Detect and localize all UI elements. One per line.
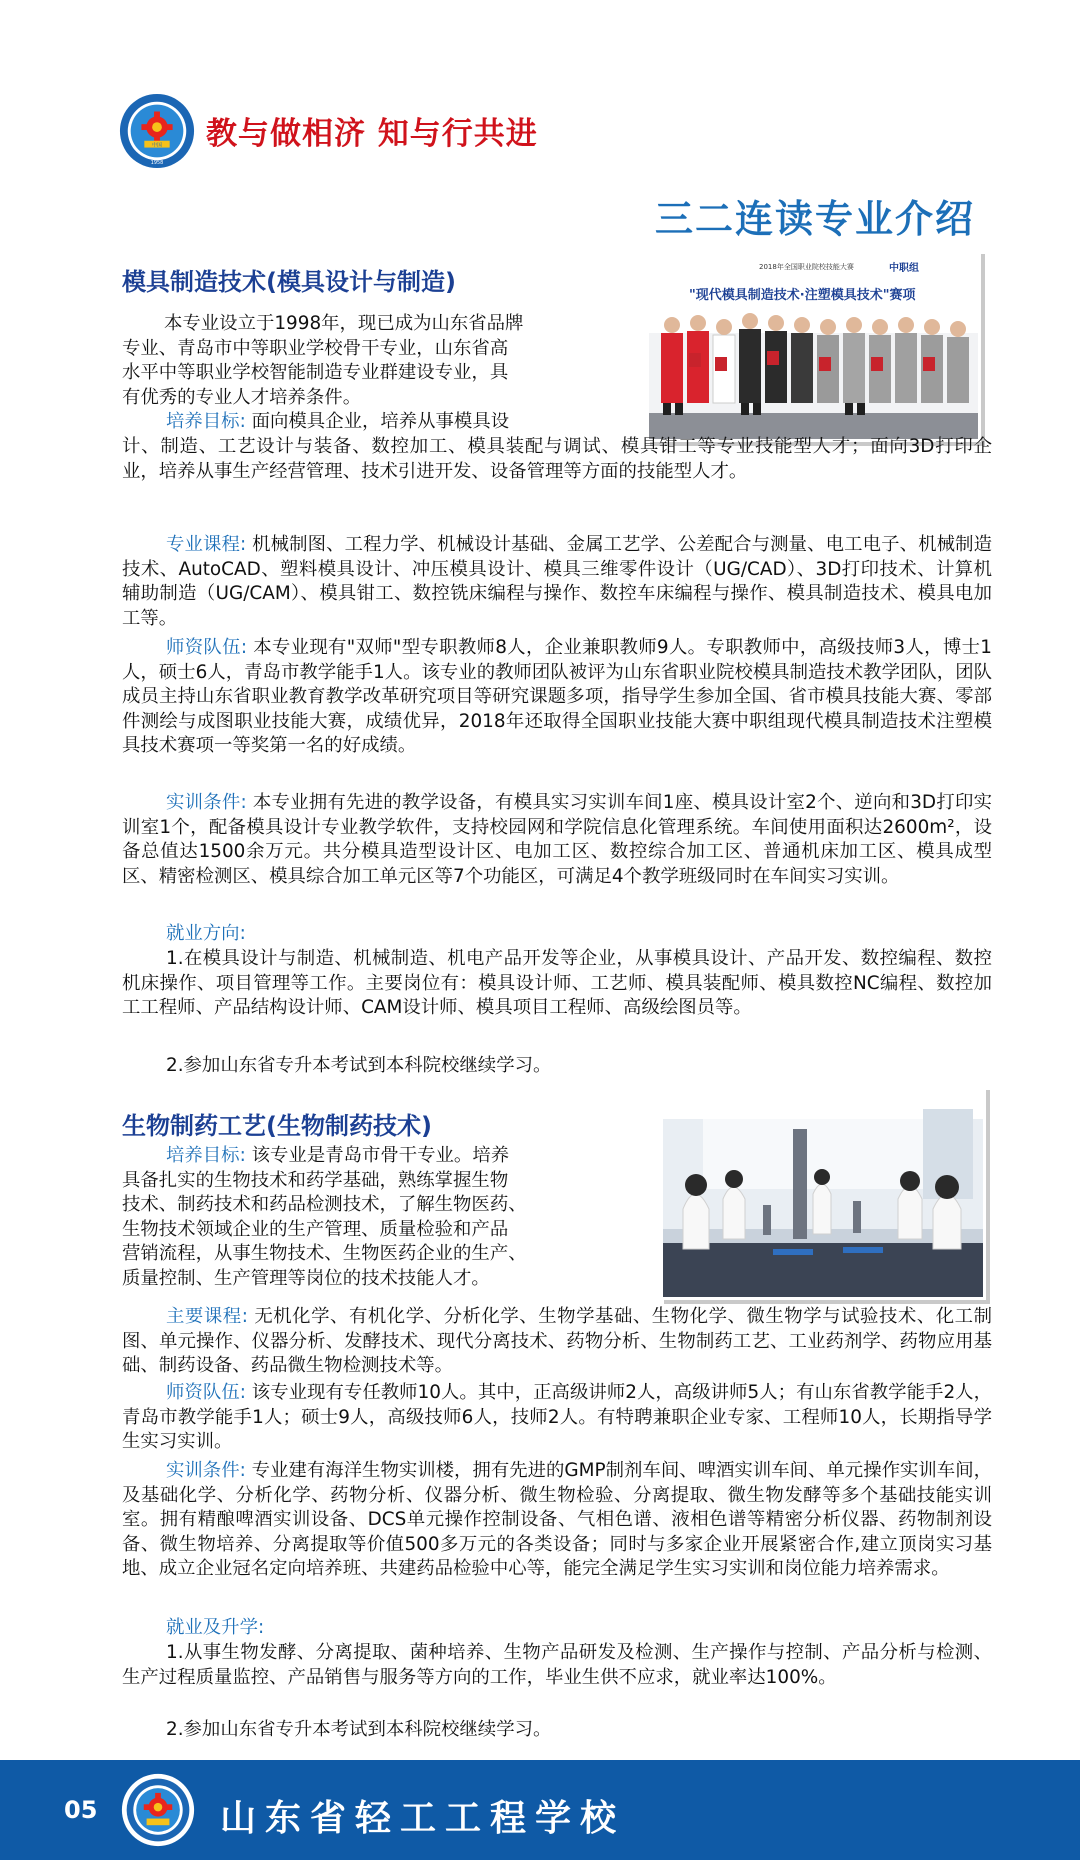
bio-goal-line: 质量控制、生产管理等岗位的技术技能人才。 [122,1267,490,1289]
bio-job-item1: 1.从事生物发酵、分离提取、菌种培养、生物产品研发及检测、生产操作与控制、产品分析与检测、生产过程质量监控、产品销售与服务等方向的工作，毕业生供不应求，就业率达100%。 [122,1642,992,1688]
bio-goal [122,1144,656,1292]
mould-goal-first [166,410,646,435]
bio-job-label-text: 就业及升学: [166,1617,265,1638]
svg-text:中国: 中国 [152,142,162,149]
mould-train-text: 本专业拥有先进的教学设备，有模具实习实训车间1座、模具设计室2个、逆向和3D打印实训室1个，配备模具设计专业教学软件，支持校园网和学院信息化管理系统。车间使用面积达2600m²，设备总值达1500余万元。共分模具造型设计区、电加工区、数控综合加工区、普通机床加工区、模具成型区、精密检测区、模具综合加工单元区等7个功能区，可满足4个教学班级同时在车间实习实训。 [122,792,992,887]
svg-text:"现代模具制造技术·注塑模具技术"赛项: "现代模具制造技术·注塑模具技术"赛项 [689,288,916,303]
mould-intro [122,312,642,410]
bio-train-label: 实训条件: [166,1460,246,1481]
bio-goal-line: 生物技术领域企业的生产管理、质量检验和产品 [122,1218,509,1240]
award-ceremony-image [649,253,978,439]
bio-team-text: 该专业现有专任教师10人。其中，正高级讲师2人，高级讲师5人；有山东省教学能手2人，青岛市教学能手1人；硕士9人，高级技师6人，技师2人。有特聘兼职企业专家、工程师10人，长期指导学生实习实训。 [122,1382,992,1453]
bio-goal-line: 具备扎实的生物技术和药学基础，熟练掌握生物 [122,1169,509,1191]
bio-course-text: 无机化学、有机化学、分析化学、生物学基础、生物化学、微生物学与试验技术、化工制图、单元操作、仪器分析、发酵技术、现代分离技术、药物分析、生物制药工艺、工业药剂学、药物应用基础、制药设备、药品微生物检测技术等。 [122,1306,992,1377]
mould-intro-line: 本专业设立于1998年，现已成为山东省品牌 [164,313,524,334]
mould-intro-line: 专业、青岛市中等职业学校骨干专业，山东省高 [122,337,509,359]
mould-course-text: 机械制图、工程力学、机械设计基础、金属工艺学、公差配合与测量、电工电子、机械制造技术、AutoCAD、塑料模具设计、冲压模具设计、模具三维零件设计（UG/CAD）、3D打印技术、计算机辅助制造（UG/CAM）、模具钳工、数控铣床编程与操作、数控车床编程与操作、模具制造技术、模具电加工等。 [122,534,992,629]
mould-team-text: 本专业现有"双师"型专职教师8人，企业兼职教师9人。专职教师中，高级技师3人，博士1人，硕士6人，青岛市教学能手1人。该专业的教师团队被评为山东省职业院校模具制造技术教学团队，团队成员主持山东省职业教育教学改革研究项目等研究课题多项，指导学生参加全国、省市模具技能大赛、零部件测绘与成图职业技能大赛，成绩优异，2018年还取得全国职业技能大赛中职组现代模具制造技术注塑模具技术赛项一等奖第一名的好成绩。 [122,637,992,757]
mould-team [122,636,992,759]
bio-goal-line: 营销流程，从事生物技术、生物医药企业的生产、 [122,1243,527,1265]
award-ceremony-photo [646,250,981,442]
lab-students-photo [660,1086,986,1300]
page-title: 三二连读专业介绍 [654,197,975,241]
section-title-biopharma: 生物制药工艺(生物制药技术) [122,1112,432,1140]
mould-team-label: 师资队伍: [166,637,248,658]
mould-job-item2: 2.参加山东省专升本考试到本科院校继续学习。 [166,1055,552,1076]
bio-course-label: 主要课程: [166,1306,248,1327]
mould-goal-first-text: 面向模具企业，培养从事模具设 [251,411,510,432]
footer-school-logo-icon [120,1772,196,1848]
bio-training [122,1459,992,1582]
mould-course-label: 专业课程: [166,534,247,555]
svg-text:中职组: 中职组 [889,263,919,274]
mould-intro-line: 水平中等职业学校智能制造专业群建设专业，具 [122,362,509,384]
page-number: 05 [64,1796,98,1824]
bio-team-label: 师资队伍: [166,1382,246,1403]
school-name: 山东省轻工工程学校 [220,1797,626,1839]
mould-job-label [166,922,566,947]
bio-job-label [166,1616,566,1641]
bio-goal-line: 技术、制药技术和药品检测技术，了解生物医药、 [122,1194,527,1216]
lab-students-image [663,1089,983,1297]
mould-job-item1: 1.在模具设计与制造、机械制造、机电产品开发等企业，从事模具设计、产品开发、数控编程、数控机床操作、项目管理等工作。主要岗位有：模具设计师、工艺师、模具装配师、模具数控NC编程、数控加工工程师、产品结构设计师、CAM设计师、模具项目工程师、高级绘图员等。 [122,948,992,1019]
mould-job-label-text: 就业方向: [166,923,246,944]
bio-team [122,1381,992,1455]
svg-text:2018年全国职业院校技能大赛: 2018年全国职业院校技能大赛 [759,263,854,271]
mould-training [122,791,992,889]
bio-goal-line: 该专业是青岛市骨干专业。培养 [251,1145,510,1166]
mould-intro-line: 有优秀的专业人才培养条件。 [122,386,362,408]
svg-text:1958: 1958 [150,160,164,167]
bio-train-text: 专业建有海洋生物实训楼，拥有先进的GMP制剂车间、啤酒实训车间、单元操作实训车间，及基础化学、分析化学、药物分析、仪器分析、微生物检验、分离提取、微生物发酵等多个基础技能实训室。拥有精酿啤酒实训设备、DCS单元操作控制设备、气相色谱、液相色谱等精密分析仪器、药物制剂设备、微生物培养、分离提取等价值500多万元的各类设备；同时与多家企业开展紧密合作,建立顶岗实习基地、成立企业冠名定向培养班、共建药品检验中心等，能完全满足学生实习实训和岗位能力培养需求。 [122,1460,992,1580]
school-logo-icon [118,92,196,170]
bio-job-item2: 2.参加山东省专升本考试到本科院校继续学习。 [166,1719,552,1740]
bio-goal-line-first [166,1144,656,1169]
mould-courses [122,533,992,631]
mould-goal-rest: 计、制造、工艺设计与装备、数控加工、模具装配与调试、模具钳工等专业技能型人才；面向3D打印企业，培养从事生产经营管理、技术引进开发、设备管理等方面的技能型人才。 [122,436,992,482]
mould-goal-label: 培养目标: [166,411,246,432]
bio-goal-label: 培养目标: [166,1145,246,1166]
bio-courses [122,1305,992,1379]
section-title-mould: 模具制造技术(模具设计与制造) [122,268,456,296]
mould-train-label: 实训条件: [166,792,247,813]
slogan: 教与做相济 知与行共进 [206,116,538,152]
